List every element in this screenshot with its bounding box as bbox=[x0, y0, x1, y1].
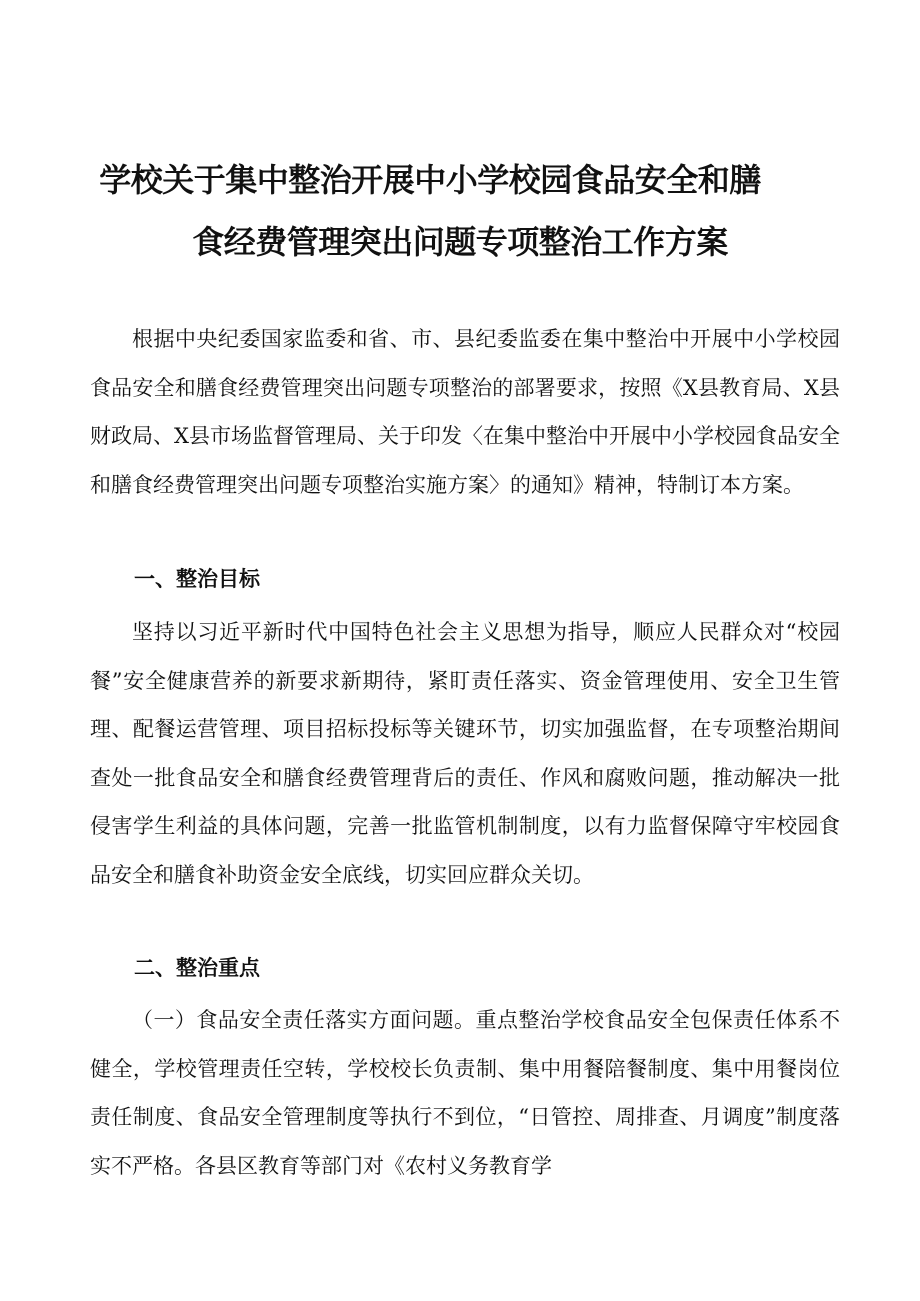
priorities-paragraph: （一）食品安全责任落实方面问题。重点整治学校食品安全包保责任体系不健全，学校管理责任空转，学校校长负责制、集中用餐陪餐制度、集中用餐岗位责任制度、食品安全管理制度等执行不到位，“日管控、周排查、月调度”制度落实不严格。各县区教育等部门对《农村义务教育学 bbox=[90, 1008, 840, 1178]
document-title-line-2: 食经费管理突出问题专项整治工作方案 bbox=[192, 223, 728, 261]
section-heading-priorities: 二、整治重点 bbox=[134, 956, 260, 980]
goals-paragraph: 坚持以习近平新时代中国特色社会主义思想为指导，顺应人民群众对“校园餐”安全健康营养的新要求新期待，紧盯责任落实、资金管理使用、安全卫生管理、配餐运营管理、项目招标投标等关键环节，切实加强监督，在专项整治期间查处一批食品安全和膳食经费管理背后的责任、作风和腐败问题，推动解决一批侵害学生利益的具体问题，完善一批监管机制制度，以有力监督保障守牢校园食品安全和膳食补助资金安全底线，切实回应群众关切。 bbox=[90, 620, 840, 887]
section-heading-goals: 一、整治目标 bbox=[134, 567, 260, 591]
document-title-line-1: 学校关于集中整治开展中小学校园食品安全和膳 bbox=[99, 161, 761, 199]
intro-paragraph: 根据中央纪委国家监委和省、市、县纪委监委在集中整治中开展中小学校园食品安全和膳食经费管理突出问题专项整治的部署要求，按照《X县教育局、X县财政局、X县市场监督管理局、关于印发〈在集中整治中开展中小学校园食品安全和膳食经费管理突出问题专项整治实施方案〉的通知》精神，特制订本方案。 bbox=[90, 327, 840, 497]
